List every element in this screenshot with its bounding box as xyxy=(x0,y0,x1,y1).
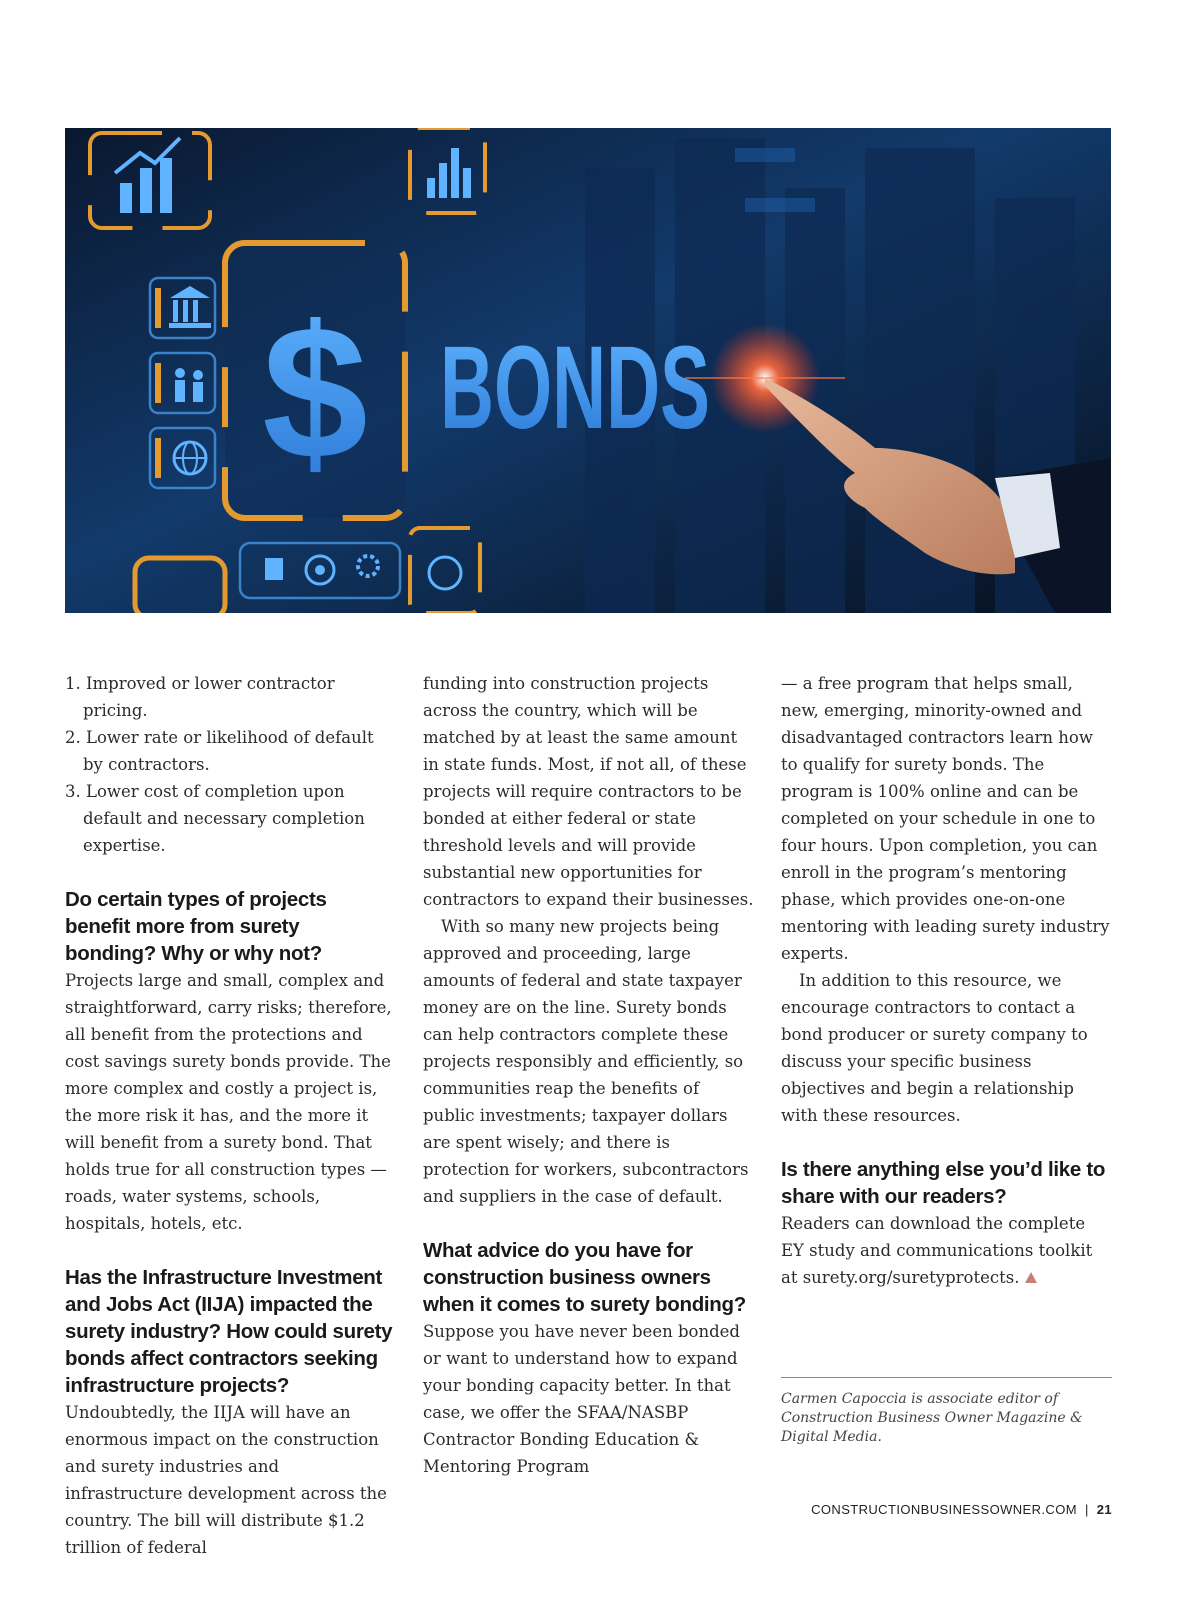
hero-headline: BONDS xyxy=(440,322,710,454)
benefit-list xyxy=(65,670,395,859)
page-footer xyxy=(811,1502,1112,1517)
column-1 xyxy=(65,670,395,1561)
body-paragraph: Readers can download the complete EY study and communications toolkit at surety.org/suretyprotects. xyxy=(781,1214,1093,1287)
end-of-article-icon xyxy=(1025,1272,1037,1283)
footer-separator: | xyxy=(1084,1502,1089,1517)
hero-image xyxy=(65,128,1111,613)
section-heading: Do certain types of projects benefit more from surety bonding? Why or why not? xyxy=(65,888,327,965)
body-paragraph: funding into construction projects across the country, which will be matched by at least the same amount in state funds. Most, if not all, of these projects will require contractors to be bonded at either federal or state threshold levels and will provide substantial new opportunities for contractors to expand their businesses. xyxy=(423,674,754,909)
list-item: 1. Improved or lower contractor pricing. xyxy=(65,674,335,720)
site-url: CONSTRUCTIONBUSINESSOWNER.COM xyxy=(811,1502,1077,1517)
page-number: 21 xyxy=(1096,1502,1112,1517)
section-heading: Is there anything else you’d like to share with our readers? xyxy=(781,1158,1106,1208)
section-heading: Has the Infrastructure Investment and Jobs Act (IIJA) impacted the surety industry? How could surety bonds affect contractors seeking infrastructure projects? xyxy=(65,1266,393,1397)
bio-divider xyxy=(781,1377,1112,1378)
body-paragraph: Undoubtedly, the IIJA will have an enormous impact on the construction and surety industries and infrastructure development across the country. The bill will distribute $1.2 trillion of federal xyxy=(65,1403,387,1557)
body-paragraph: In addition to this resource, we encourage contractors to contact a bond producer or surety company to discuss your specific business objectives and begin a relationship with these resources. xyxy=(781,971,1088,1125)
body-paragraph: Projects large and small, complex and straightforward, carry risks; therefore, all benefit from the protections and cost savings surety bonds provide. The more complex and costly a project is, the more risk it has, and the more it will benefit from a surety bond. That holds true for all construction types — roads, water systems, schools, hospitals, hotels, etc. xyxy=(65,971,392,1233)
column-2 xyxy=(423,670,755,1480)
section-heading: What advice do you have for construction business owners when it comes to surety bonding? xyxy=(423,1239,746,1316)
body-paragraph: — a free program that helps small, new, emerging, minority-owned and disadvantaged contractors learn how to qualify for surety bonds. The program is 100% online and can be completed on your schedule in one to four hours. Upon completion, you can enroll in the program’s mentoring phase, which provides one-on-one mentoring with leading surety industry experts. xyxy=(781,674,1110,963)
author-bio: Carmen Capoccia is associate editor of Construction Business Owner Magazine & Digital Media. xyxy=(781,1391,1083,1445)
body-paragraph: With so many new projects being approved and proceeding, large amounts of federal and state taxpayer money are on the line. Surety bonds can help contractors complete these projects responsibly and efficiently, so communities reap the benefits of public investments; taxpayer dollars are spent wisely; and there is protection for workers, subcontractors and suppliers in the case of default. xyxy=(423,917,749,1206)
body-paragraph: Suppose you have never been bonded or want to understand how to expand your bonding capacity better. In that case, we offer the SFAA/NASBP Contractor Bonding Education & Mentoring Program xyxy=(423,1322,740,1476)
list-item: 3. Lower cost of completion upon default and necessary completion expertise. xyxy=(65,782,365,855)
dollar-symbol: $ xyxy=(262,287,368,499)
list-item: 2. Lower rate or likelihood of default by contractors. xyxy=(65,728,374,774)
column-3 xyxy=(781,670,1113,1291)
